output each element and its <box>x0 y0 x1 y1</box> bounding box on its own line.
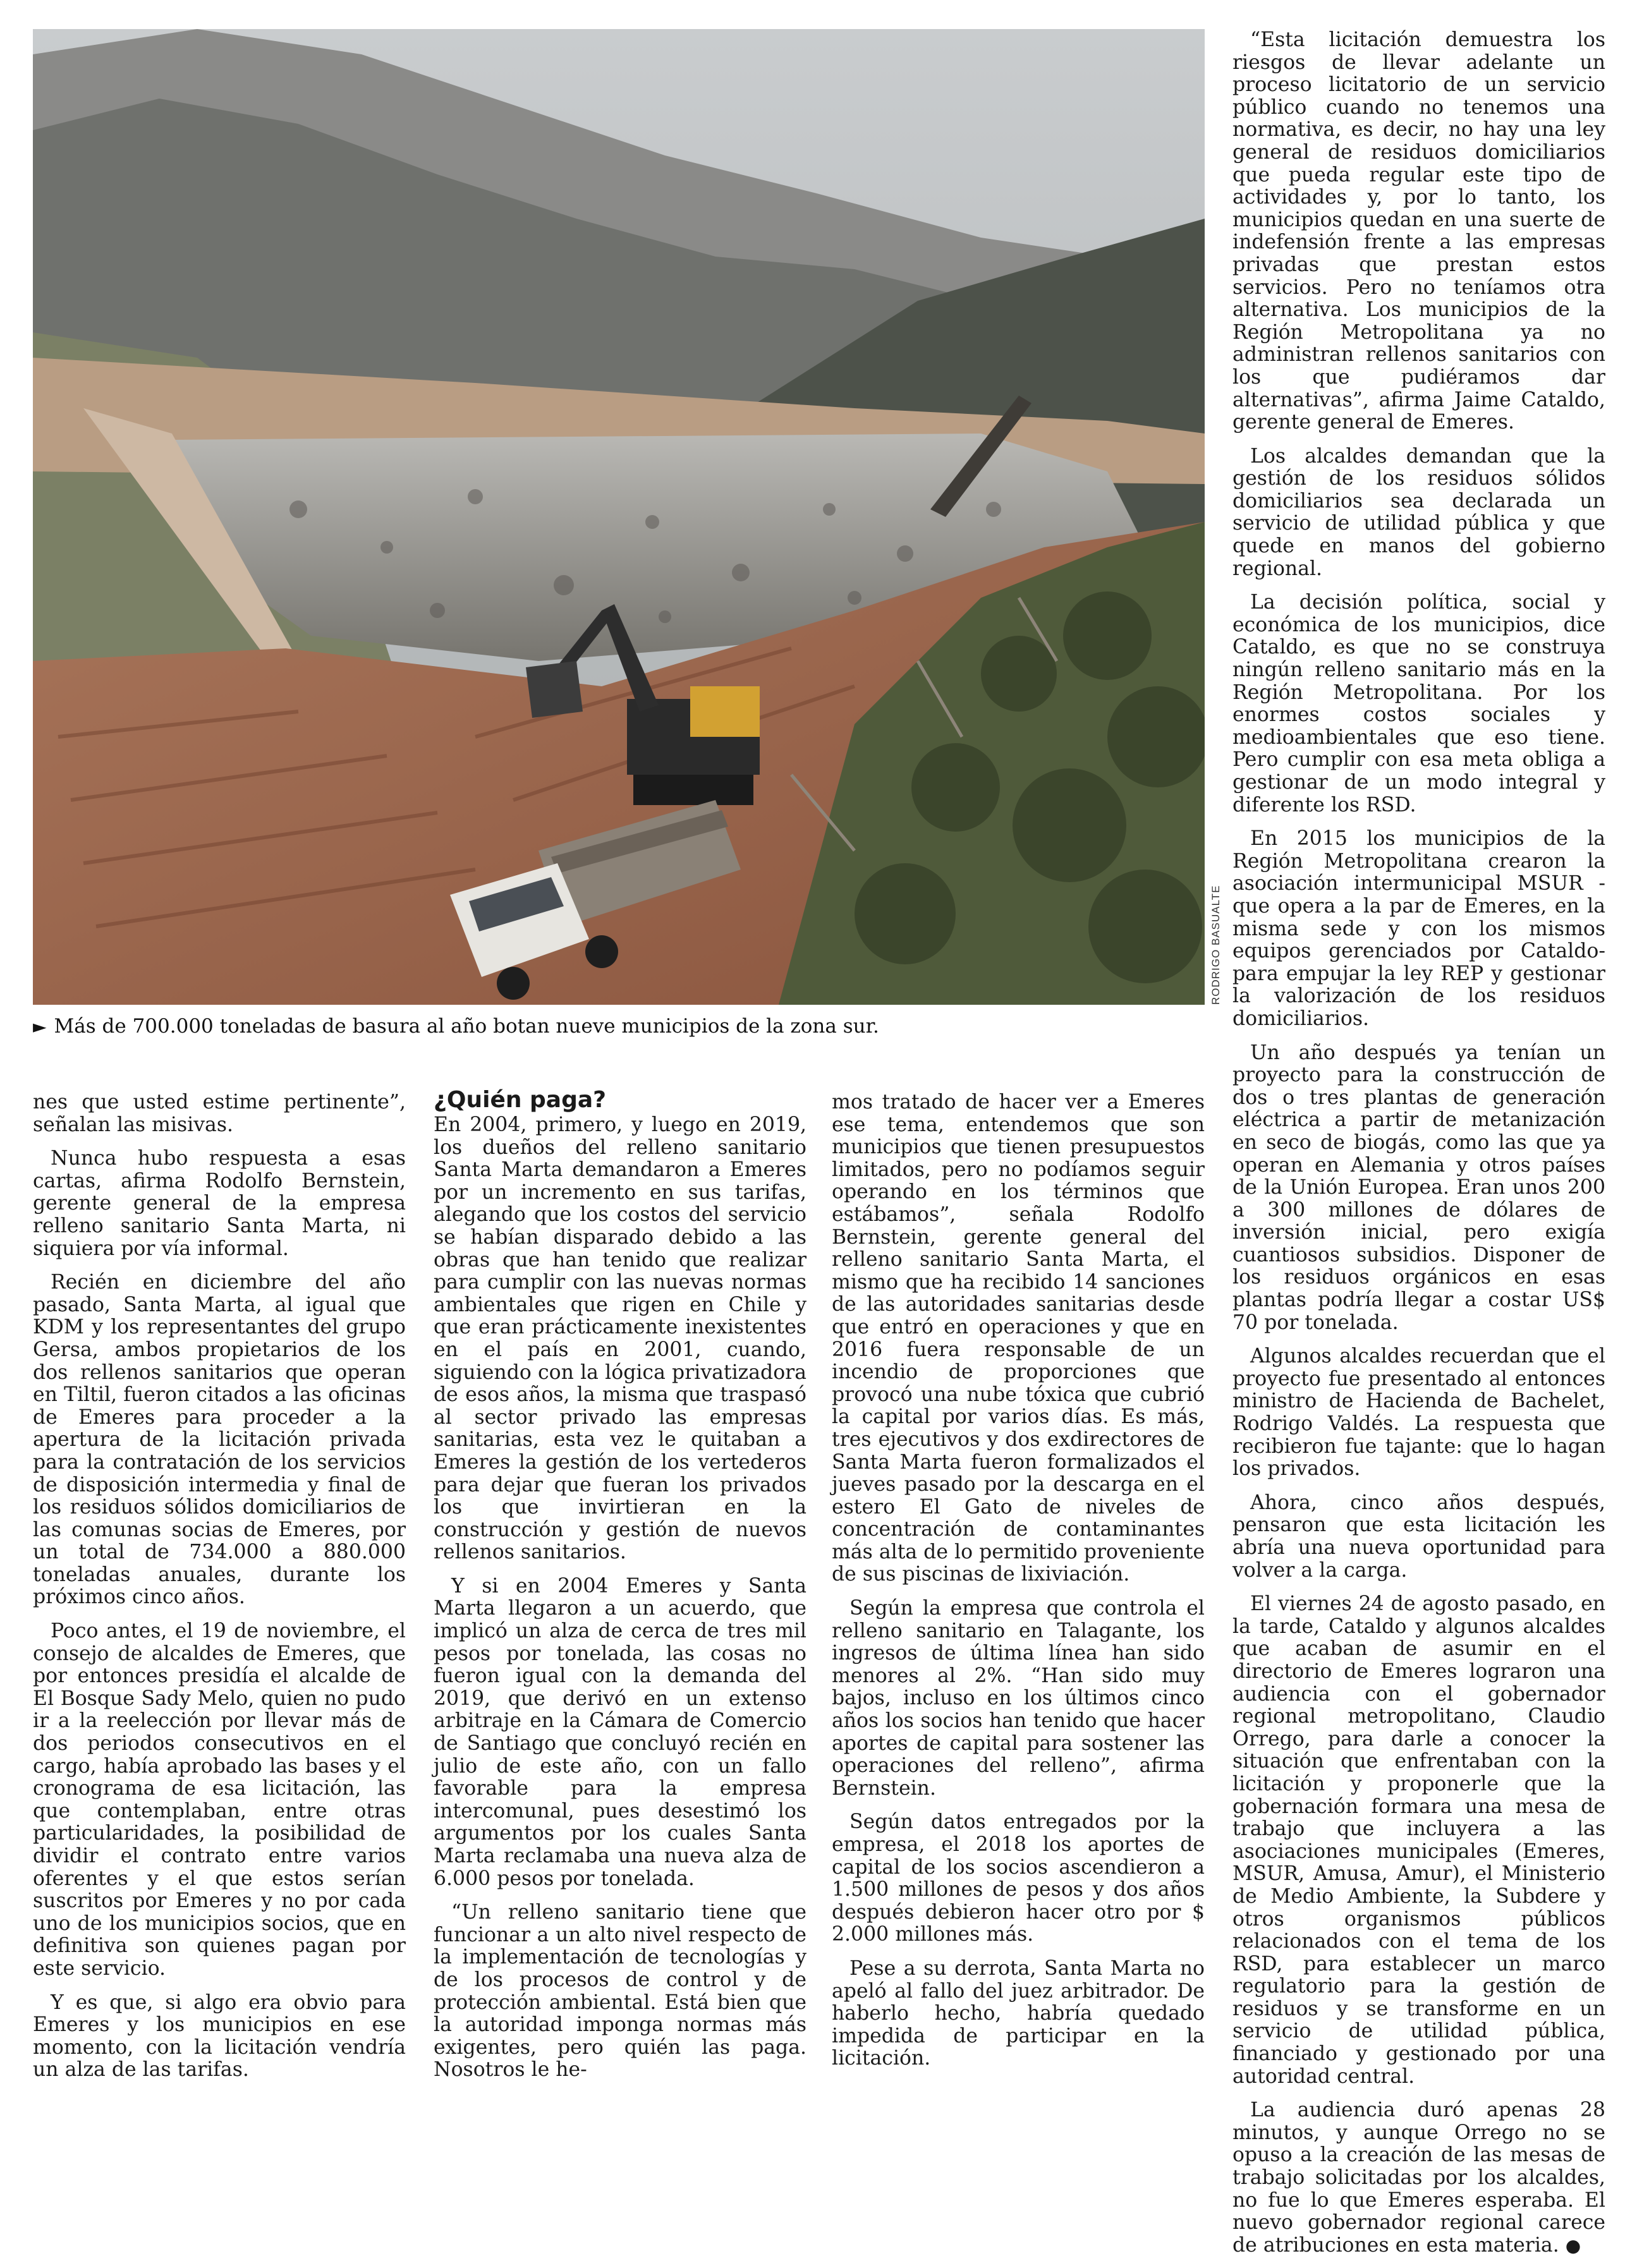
article-column-1 <box>33 1091 406 2093</box>
paragraph: Según la empresa que controla el relleno sanitario en Talagante, los ingresos de última línea han sido menores al 2%. “Han sido muy bajos, incluso en los últimos cinco años los socios han tenido que hacer aportes de capital para sostener las operaciones del relleno”, afirma Bernstein. <box>832 1597 1205 1800</box>
article-column-3 <box>832 1091 1205 2082</box>
section-heading: ¿Quién paga? <box>434 1087 607 1113</box>
photo-caption <box>33 1014 1205 1039</box>
paragraph: Pese a su derrota, Santa Marta no apeló al fallo del juez arbitrador. De haberlo hecho, habría quedado impedida de participar en la licitación. <box>832 1956 1205 2070</box>
paragraph: En 2015 los municipios de la Región Metropolitana crearon la asociación intermunicipal MSUR -que opera a la par de Emeres, en la misma sede y con los mismos equipos gerenciados por Cataldo- para empujar la ley REP y gestionar la valorización de los residuos domiciliarios. <box>1232 827 1605 1030</box>
paragraph: “Esta licitación demuestra los riesgos de llevar adelante un proceso licitatorio de un servicio público cuando no tenemos una normativa, es decir, no hay una ley general de residuos domiciliarios que pueda regular este tipo de actividades y, por lo tanto, los municipios quedan en una suerte de indefensión frente a las empresas privadas que prestan estos servicios. Pero no teníamos otra alternativa. Los municipios de la Región Metropolitana ya no administran rellenos sanitarios con los que pudiéramos dar alternativas”, afirma Jaime Cataldo, gerente general de Emeres. <box>1232 28 1605 434</box>
paragraph: “Un relleno sanitario tiene que funcionar a un alto nivel respecto de la implementación de tecnologías y de los procesos de control y de protección ambiental. Está bien que la autoridad imponga normas más exigentes, pero quién las paga. Nosotros le he- <box>434 1901 806 2082</box>
final-text: La audiencia duró apenas 28 minutos, y aunque Orrego no se opuso a la creación de las mesas de trabajo solicitadas por los alcaldes, no fue lo que Emeres esperaba. El nuevo gobernador regional carece de atribuciones en esta materia. <box>1232 2099 1605 2257</box>
paragraph: Según datos entregados por la empresa, el 2018 los aportes de capital de los socios ascendieron a 1.500 millones de pesos y dos años después debieron hacer otro por $ 2.000 millones más. <box>832 1810 1205 1946</box>
paragraph: Poco antes, el 19 de noviembre, el consejo de alcaldes de Emeres, que por entonces presidía el alcalde de El Bosque Sady Melo, quien no pudo ir a la reelección por llevar más de dos periodos consecutivos en el cargo, había aprobado las bases y el cronograma de esa licitación, las que contemplaban, entre otras particularidades, la posibilidad de dividir el contrato entre varios oferentes y el que estos serían suscritos por Emeres y no por cada uno de los municipios socios, que en definitiva son quienes pagan por este servicio. <box>33 1620 406 1980</box>
article-column-4 <box>1232 29 1605 2268</box>
paragraph: Ahora, cinco años después, pensaron que esta licitación les abría una nueva oportunidad para volver a la carga. <box>1232 1491 1605 1582</box>
paragraph: Los alcaldes demandan que la gestión de los residuos sólidos domiciliarios sea declarada un servicio de utilidad pública y que quede en manos del gobierno regional. <box>1232 444 1605 580</box>
paragraph: mos tratado de hacer ver a Emeres ese tema, entendemos que son municipios que tienen presupuestos limitados, pero no podíamos seguir operando en los términos que estábamos”, señala Rodolfo Bernstein, gerente general del relleno sanitario Santa Marta, el mismo que ha recibido 14 sanciones de las autoridades sanitarias desde que entró en operaciones y que en 2016 fuera responsable de un incendio de proporciones que provocó una nube tóxica que cubrió la capital por varios días. Es más, tres ejecutivos y dos exdirectores de Santa Marta fueron formalizados el jueves pasado por la descarga en el estero El Gato de niveles de concentración de contaminantes más alta de lo permitido proveniente de sus piscinas de lixiviación. <box>832 1091 1205 1586</box>
landfill-photo <box>33 29 1205 1005</box>
paragraph: Un año después ya tenían un proyecto para la construcción de dos o tres plantas de generación eléctrica a partir de metanización en seco de biogás, como las que ya operan en Alemania y otros países de la Unión Europea. Eran unos 200 a 300 millones de dólares de inversión inicial, pero exigía cuantiosos subsidios. Disponer de los residuos orgánicos en esas plantas podría llegar a costar US$ 70 por tonelada. <box>1232 1041 1605 1334</box>
paragraph: La decisión política, social y económica de los municipios, dice Cataldo, es que no se construya ningún relleno sanitario más en la Región Metropolitana. Por los enormes costos sociales y medioambientales que eso tiene. Pero cumplir con esa meta obliga a gestionar de un modo integral y diferente los RSD. <box>1232 591 1605 816</box>
paragraph: En 2004, primero, y luego en 2019, los dueños del relleno sanitario Santa Marta demandaron a Emeres por un incremento en sus tarifas, alegando que los costos del servicio se habían disparado debido a las obras que han tenido que realizar para cumplir con las nuevas normas ambientales que rigen en Chile y que eran prácticamente inexistentes en el país en 2001, cuando, siguiendo con la lógica privatizadora de esos años, la misma que traspasó al sector privado las empresas sanitarias, esta vez le quitaban a Emeres la gestión de los vertederos para dejar que fueran los privados los que invirtieran en la construcción y gestión de nuevos rellenos sanitarios. <box>434 1113 806 1564</box>
paragraph: Algunos alcaldes recuerdan que el proyecto fue presentado al entonces ministro de Hacienda de Bachelet, Rodrigo Valdés. La respuesta que recibieron fue tajante: que lo hagan los privados. <box>1232 1345 1605 1481</box>
photo-credit: RODRIGO BASUALTE <box>1210 885 1222 1005</box>
paragraph: Nunca hubo respuesta a esas cartas, afirma Rodolfo Bernstein, gerente general de la empresa relleno sanitario Santa Marta, ni siquiera por vía informal. <box>33 1147 406 1260</box>
paragraph: El viernes 24 de agosto pasado, en la tarde, Cataldo y algunos alcaldes que acaban de asumir en el directorio de Emeres lograron una audiencia con el gobernador regional metropolitano, Claudio Orrego, para darle a conocer la situación que enfrentaban con la licitación y proponerle que la gobernación formara una mesa de trabajo que incluyera a las asociaciones municipales (Emeres, MSUR, Amusa, Amur), el Ministerio de Medio Ambiente, la Subdere y otros organismos públicos relacionados con el tema de los RSD, para establecer un marco regulatorio para la gestión de residuos y se transforme en un servicio de utilidad pública, financiado y gestionado por una autoridad central. <box>1232 1592 1605 2088</box>
end-mark-icon: ● <box>1565 2235 1581 2256</box>
paragraph-final <box>1232 2099 1605 2257</box>
paragraph: nes que usted estime pertinente”, señalan las misivas. <box>33 1091 406 1136</box>
article-column-2 <box>434 1088 806 2093</box>
paragraph: Y es que, si algo era obvio para Emeres y los municipios en ese momento, con la licitación vendría un alza de las tarifas. <box>33 1991 406 2082</box>
caption-text: Más de 700.000 toneladas de basura al año botan nueve municipios de la zona sur. <box>54 1015 879 1038</box>
paragraph: Recién en diciembre del año pasado, Santa Marta, al igual que KDM y los representantes del grupo Gersa, ambos propietarios de los dos rellenos sanitarios que operan en Tiltil, fueron citados a las oficinas de Emeres para proceder a la apertura de la licitación privada para la contratación de los servicios de disposición intermedia y final de los residuos sólidos domiciliarios de las comunas socias de Emeres, por un total de 734.000 a 880.000 toneladas anuales, durante los próximos cinco años. <box>33 1271 406 1609</box>
paragraph: Y si en 2004 Emeres y Santa Marta llegaron a un acuerdo, que implicó un alza de cerca de tres mil pesos por tonelada, las cosas no fueron igual con la demanda del 2019, que derivó en un extenso arbitraje en la Cámara de Comercio de Santiago que concluyó recién en julio de este año, con un fallo favorable para la empresa intercomunal, pues desestimó los argumentos por los cuales Santa Marta reclamaba una nueva alza de 6.000 pesos por tonelada. <box>434 1574 806 1890</box>
caption-arrow-icon: ► <box>33 1016 47 1037</box>
